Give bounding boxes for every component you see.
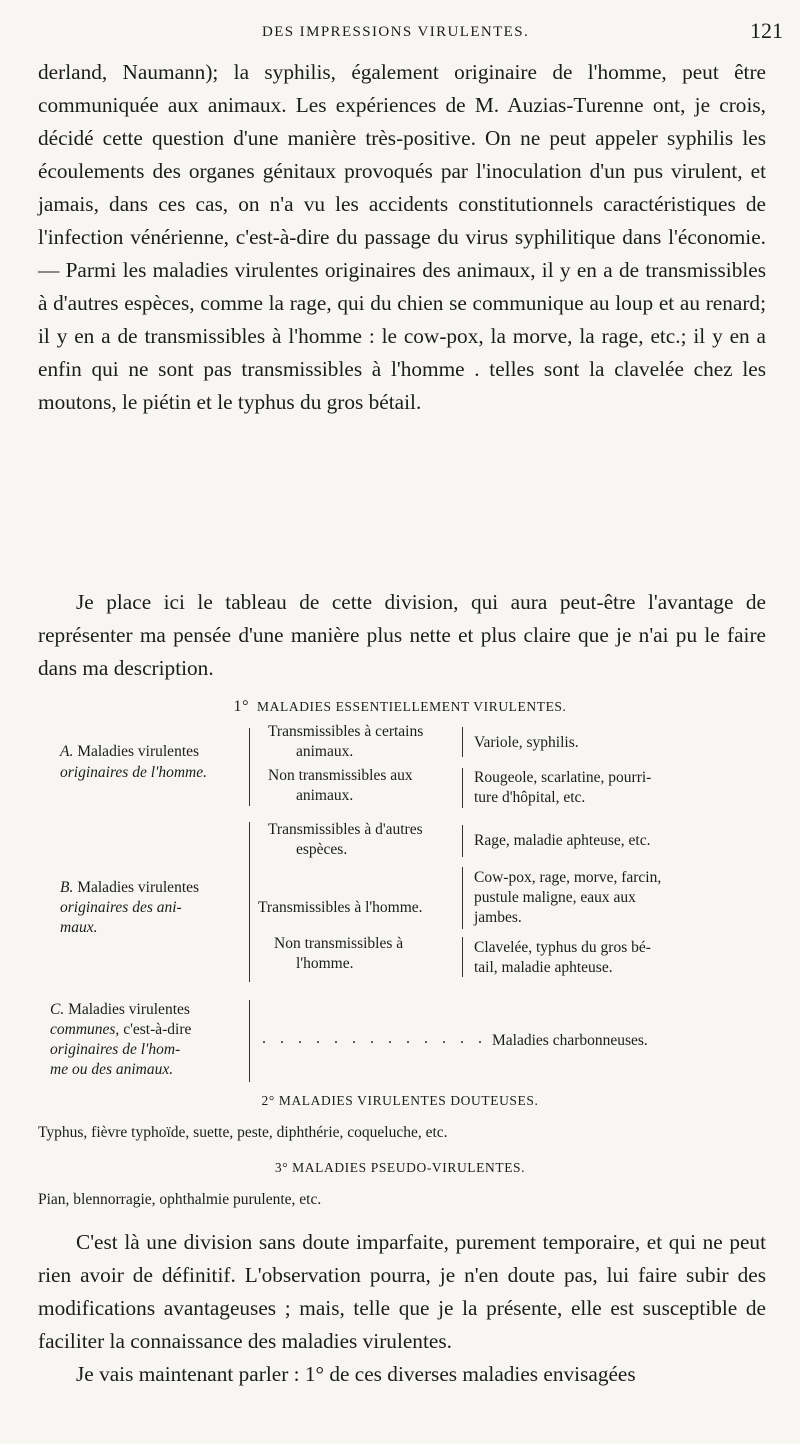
b-sub1-line2: espèces. [296,841,348,858]
group-b-label: B. Maladies virulentes [60,879,200,896]
c-result: Maladies charbonneuses. [492,1032,648,1049]
a-sub2-line2: animaux. [296,787,354,804]
b-sub2: Transmissibles à l'homme. [258,899,423,916]
table-heading-3: 3° MALADIES PSEUDO-VIRULENTES. [274,1160,526,1175]
running-head [0,14,800,44]
b-sub2-result-2: pustule maligne, eaux aux [474,889,636,906]
group-a-label-2: originaires de l'homme. [60,764,207,781]
a-sub1-line2: animaux. [296,743,354,760]
a-sub2-line1: Non transmissibles aux [268,767,413,784]
paragraph-2: Je place ici le tableau de cette division, qui aura peut-être l'avantage de représenter ma pensée d'une manière plus nette et plus claire que je n'ai pu le faire dans ma description. [38,590,766,680]
group-b-label-3: maux. [60,919,98,936]
brace-b [249,822,250,982]
brace-a [249,728,250,806]
brace-b1 [462,825,463,857]
brace-c [249,1000,250,1082]
brace-a2 [462,768,463,808]
a-sub2-result-1: Rougeole, scarlatine, pourri- [474,769,652,786]
group-c-label-3: originaires de l'hom- [50,1041,181,1058]
list-2: Typhus, fièvre typhoïde, suette, peste, diphthérie, coqueluche, etc. [38,1124,448,1141]
brace-b3 [462,937,463,977]
table-heading-2: 2° MALADIES VIRULENTES DOUTEUSES. [261,1093,539,1108]
b-sub3-line2: l'homme. [296,955,354,972]
running-title: DES IMPRESSIONS VIRULENTES. [262,24,530,40]
paragraph-3: C'est là une division sans doute imparfaite, purement temporaire, et qui ne peut rien avoir de définitif. L'observation pourra, je n'en doute pas, lui faire subir des modifications avantageuses ; mais, telle que je la présente, elle est susceptible de faciliter la connaissance des maladies virulentes. [38,1230,766,1353]
group-a-label: A. Maladies virulentes [60,743,200,760]
b-sub2-result-1: Cow-pox, rage, morve, farcin, [474,869,662,886]
a-sub1-result: Variole, syphilis. [474,734,579,751]
group-c-label: C. Maladies virulentes [50,1001,190,1018]
brace-a1 [462,727,463,757]
b-sub3-result-2: tail, maladie aphteuse. [474,959,613,976]
group-c-label-4: me ou des animaux. [50,1061,174,1078]
b-sub3-line1: Non transmissibles à [274,935,404,952]
group-b-label-2: originaires des ani- [60,899,182,916]
a-sub2-result-2: ture d'hôpital, etc. [474,789,586,806]
b-sub2-result-3: jambes. [474,909,522,926]
b-sub1-result: Rage, maladie aphteuse, etc. [474,832,651,849]
b-sub1-line1: Transmissibles à d'autres [268,821,423,838]
paragraph-4: Je vais maintenant parler : 1° de ces diverses maladies envisagées [76,1362,636,1386]
page-number: 121 [750,18,783,43]
b-sub3-result-1: Clavelée, typhus du gros bé- [474,939,651,956]
c-dots: . . . . . . . . . . . . . [262,1030,487,1047]
a-sub1-line1: Transmissibles à certains [268,723,424,740]
table-heading-1: 1° MALADIES ESSENTIELLEMENT VIRULENTES. [233,698,567,715]
list-3: Pian, blennorragie, ophthalmie purulente, etc. [38,1191,322,1208]
brace-b2 [462,867,463,929]
paragraph-1: derland, Naumann); la syphilis, également originaire de l'homme, peut être communiquée aux animaux. Les expériences de M. Auzias-Turenne ont, je crois, décidé cette question d'une manière très-positive. On ne peut appeler syphilis les écoulements des organes génitaux provoqués par l'inoculation d'un pus virulent, et jamais, dans ces cas, on n'a vu les accidents constitutionnels caractéristiques de l'infection vénérienne, c'est-à-dire du passage du virus syphilitique dans l'économie.— Parmi les maladies virulentes originaires des animaux, il y en a de transmissibles à d'autres espèces, comme la rage, qui du chien se communique au loup et au renard; il y en a de transmissibles à l'homme : le cow-pox, la morve, la rage, etc.; il y en a enfin qui ne sont pas transmissibles à l'homme . telles sont la clavelée chez les moutons, le piétin et le typhus du gros bétail. [38,60,766,414]
group-c-label-2: communes, c'est-à-dire [50,1021,192,1038]
